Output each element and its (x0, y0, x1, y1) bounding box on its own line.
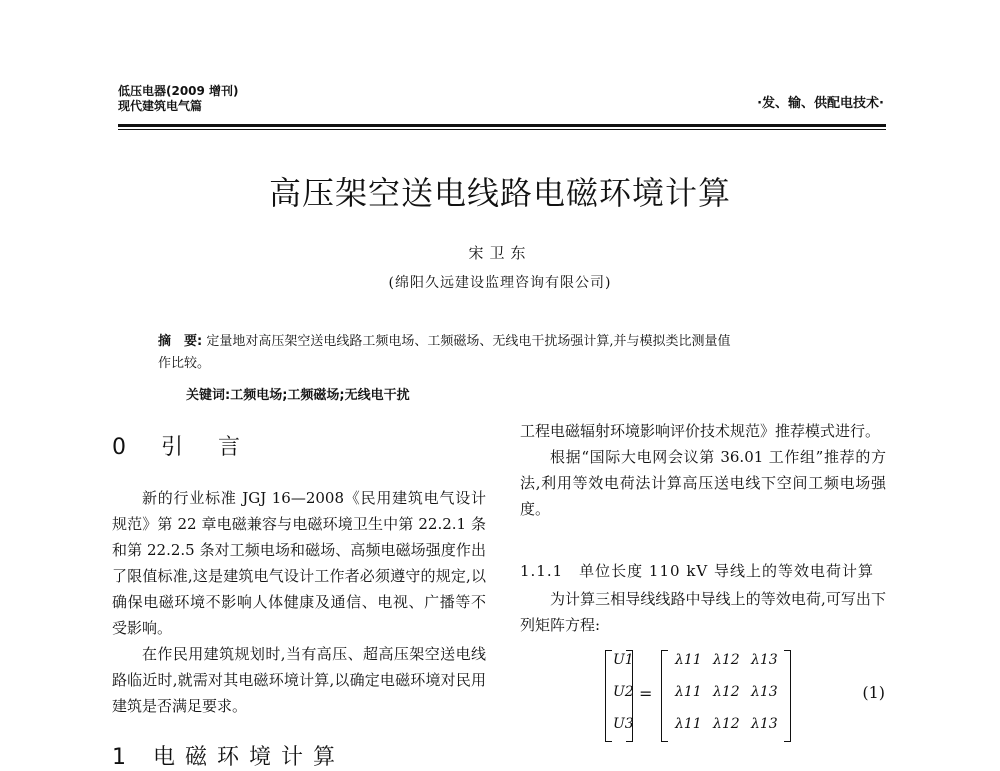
vector-entry: U2 (613, 684, 634, 700)
matrix-entry: λ12 (713, 684, 740, 700)
abstract-text: 定量地对高压架空送电线路工频电场、工频磁场、无线电干扰场强计算,并与模拟类比测量值 (206, 334, 731, 349)
affiliation: (绵阳久远建设监理咨询有限公司) (388, 275, 612, 291)
abstract-label: 摘 要: (158, 334, 203, 349)
keywords-label: 关键词: (186, 388, 231, 403)
keywords (186, 384, 410, 403)
matrix-entry: λ13 (751, 652, 778, 668)
left-bracket (661, 650, 668, 742)
right-bracket (784, 650, 791, 742)
section-heading-calculation: 1 电磁环境计算 (112, 745, 345, 770)
paper-title: 高压架空送电线路电磁环境计算 (268, 174, 731, 212)
abstract (158, 331, 858, 375)
matrix-equation (605, 650, 885, 742)
matrix-entry: λ11 (675, 684, 702, 700)
left-column (112, 485, 486, 719)
matrix-intro-paragraph: 为计算三相导线线路中导线上的等效电荷,可写出下列矩阵方程: (520, 590, 886, 634)
left-bracket (605, 650, 612, 742)
keywords-text: 工频电场;工频磁场;无线电干扰 (230, 388, 410, 403)
continued-paragraph: 工程电磁辐射环境影响评价技术规范》推荐模式进行。 (520, 422, 881, 440)
matrix-entry: λ13 (751, 716, 778, 732)
right-column (520, 418, 886, 522)
matrix-intro (520, 586, 886, 638)
section-heading-intro: 0 引 言 (112, 435, 254, 460)
journal-section: 现代建筑电气篇 (118, 99, 203, 113)
intro-paragraph-1: 新的行业标准 JGJ 16—2008《民用建筑电气设计规范》第 22 章电磁兼容与电磁环境卫生中第 22.2.1 条和第 22.2.5 条对工频电场和磁场、高频电磁场强度作出了限值标准,这是建筑电气设计工作者必须遵守的规定,以确保电磁环境不影响人体健康及通信、电视、广播等不受影响。 (112, 489, 486, 637)
equation-number: (1) (862, 683, 885, 702)
matrix-entry: λ13 (751, 684, 778, 700)
journal-name: 低压电器(2009 增刊) (118, 84, 239, 98)
section-tag: ·发、输、供配电技术· (757, 96, 884, 111)
matrix-entry: λ12 (713, 716, 740, 732)
subsection-heading: 1.1.1 单位长度 110 kV 导线上的等效电荷计算 (520, 562, 875, 580)
header-rule (118, 124, 886, 127)
abstract-line-2: 作比较。 (158, 356, 211, 371)
author: 宋卫东 (468, 244, 532, 262)
method-paragraph: 根据“国际大电网会议第 36.01 工作组”推荐的方法,利用等效电荷法计算高压送电线下空间工频电场强度。 (520, 448, 886, 518)
voltage-vector (605, 650, 633, 742)
abstract-line (158, 331, 858, 353)
matrix-entry: λ11 (675, 652, 702, 668)
coefficient-matrix (661, 650, 791, 742)
equals-sign: = (639, 684, 653, 703)
journal-header (118, 84, 239, 114)
vector-entry: U3 (613, 716, 634, 732)
vector-entry: U1 (613, 652, 634, 668)
matrix-entry: λ12 (713, 652, 740, 668)
intro-paragraph-2: 在作民用建筑规划时,当有高压、超高压架空送电线路临近时,就需对其电磁环境计算,以确定电磁环境对民用建筑是否满足要求。 (112, 645, 486, 715)
matrix-entry: λ11 (675, 716, 702, 732)
header-rule-thin (118, 129, 886, 130)
